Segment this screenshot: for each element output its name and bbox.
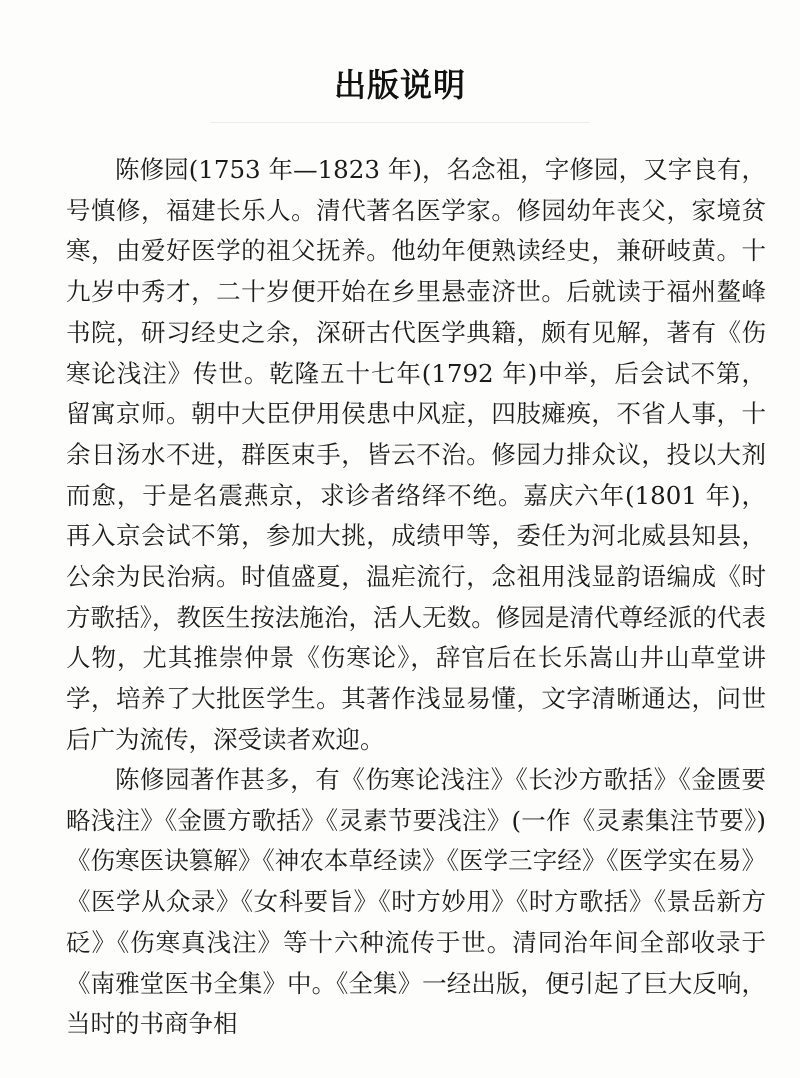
scan-artifact-line <box>210 122 590 123</box>
body-text <box>66 150 766 1045</box>
paragraph-biography: 陈修园(1753 年—1823 年)，名念祖，字修园，又字良有，号慎修，福建长乐人。清代著名医学家。修园幼年丧父，家境贫寒，由爱好医学的祖父抚养。他幼年便熟读经史，兼研岐黄。十九岁中秀才，二十岁便开始在乡里悬壶济世。后就读于福州鳌峰书院，研习经史之余，深研古代医学典籍，颇有见解，著有《伤寒论浅注》传世。乾隆五十七年(1792 年)中举，后会试不第，留寓京师。朝中大臣伊用侯患中风症，四肢瘫痪，不省人事，十余日汤水不进，群医束手，皆云不治。修园力排众议，投以大剂而愈，于是名震燕京，求诊者络绎不绝。嘉庆六年(1801 年)，再入京会试不第，参加大挑，成绩甲等，委任为河北威县知县，公余为民治病。时值盛夏，温疟流行，念祖用浅显韵语编成《时方歌括》，教医生按法施治，活人无数。修园是清代尊经派的代表人物，尤其推崇仲景《伤寒论》，辞官后在长乐嵩山井山草堂讲学，培养了大批医学生。其著作浅显易懂，文字清晰通达，问世后广为流传，深受读者欢迎。 <box>66 155 766 754</box>
paragraph-works: 陈修园著作甚多，有《伤寒论浅注》《长沙方歌括》《金匮要略浅注》《金匮方歌括》《灵素节要浅注》(一作《灵素集注节要》)《伤寒医诀篡解》《神农本草经读》《医学三字经》《医学实在易》《医学从众录》《女科要旨》《时方妙用》《时方歌括》《景岳新方砭》《伤寒真浅注》等十六种流传于世。清同治年间全部收录于《南雅堂医书全集》中。《全集》一经出版，便引起了巨大反响，当时的书商争相 <box>66 765 766 1039</box>
page-title: 出版说明 <box>333 66 466 104</box>
